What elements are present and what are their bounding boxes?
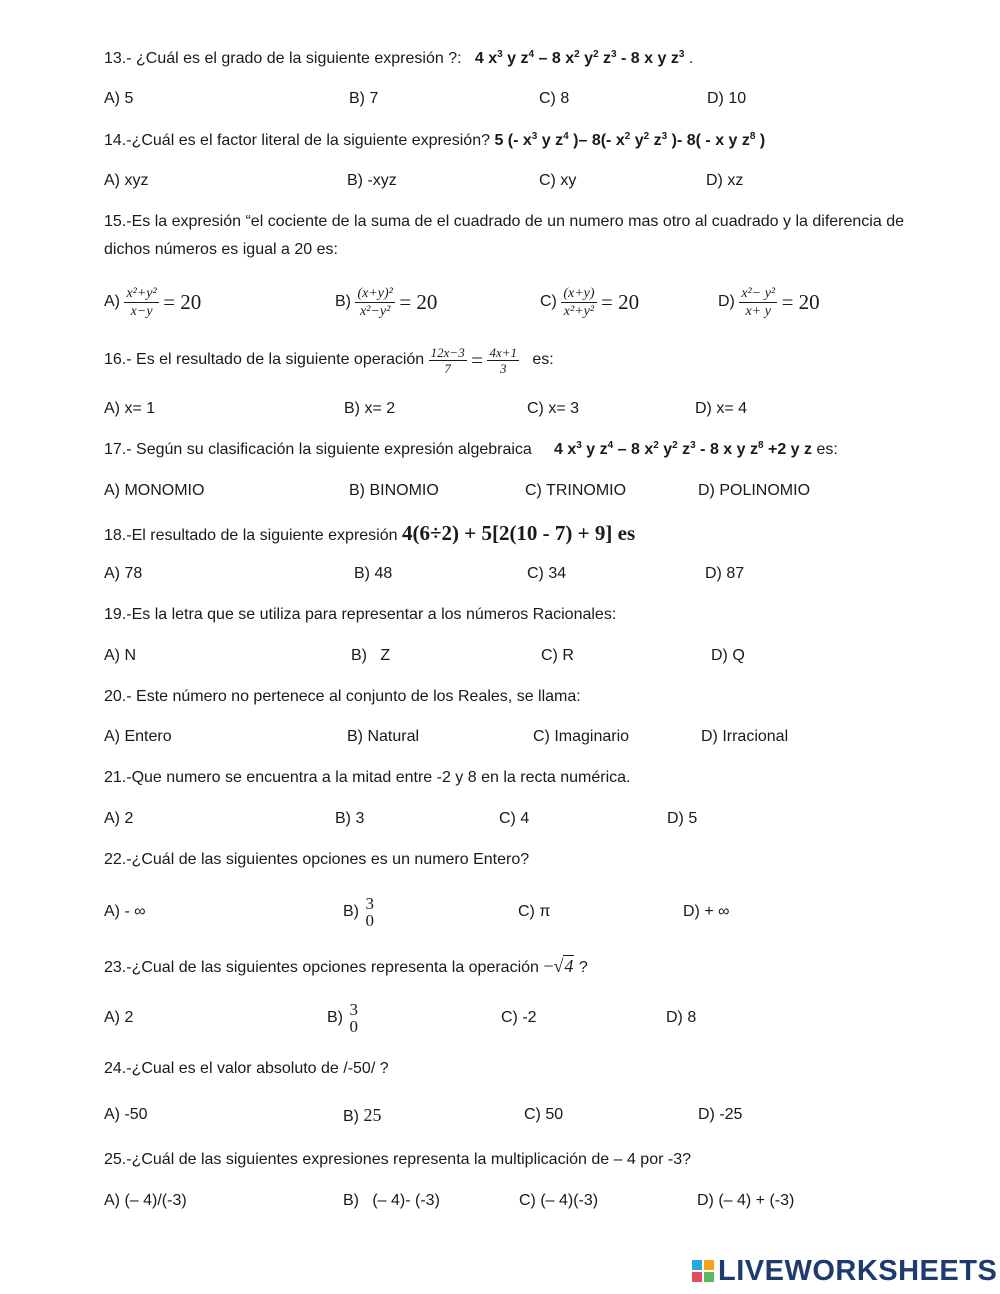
q21-option-c[interactable]: C) 4 bbox=[499, 810, 530, 827]
q24-option-c[interactable]: C) 50 bbox=[524, 1106, 564, 1123]
question-23: 23.-¿Cual de las siguientes opciones representa la operación −√4 ? bbox=[104, 956, 588, 976]
q16-rhs-fraction: $\frac{4x+1}{3}$ bbox=[489, 344, 517, 376]
q19-option-b[interactable]: B) Z bbox=[351, 647, 391, 664]
q15-options bbox=[0, 280, 1000, 324]
q16-option-b[interactable]: B) x= 2 bbox=[344, 400, 396, 417]
q22-option-b[interactable]: B) 3 0 bbox=[343, 893, 374, 930]
q17-expression: 4 $x^3$ y $z^4 - 8$ $x^2$ $y^2$ $z^3 - 8$ x y $z^8 +2$ y z bbox=[554, 440, 813, 458]
q15-a-fraction: $\frac{\text{x²+y²}}{x-y}$ bbox=[126, 285, 157, 319]
q15-d-fraction: $\frac{\text{x²− y²}}{x+ y}$ bbox=[741, 285, 776, 319]
q23-options bbox=[0, 994, 1000, 1042]
q23-option-d[interactable]: D) 8 bbox=[666, 1009, 697, 1026]
q22-option-d[interactable]: D) + ∞ bbox=[683, 903, 730, 920]
q25-options bbox=[0, 1190, 1000, 1214]
q13-options bbox=[0, 88, 1000, 112]
q21-option-a[interactable]: A) 2 bbox=[104, 810, 134, 827]
q22-option-c[interactable]: C) π bbox=[518, 903, 551, 920]
q14-option-a[interactable]: A) xyz bbox=[104, 172, 149, 189]
q19-option-d[interactable]: D) Q bbox=[711, 647, 745, 664]
q24-b-value: 25 bbox=[363, 1105, 382, 1125]
q21-option-b[interactable]: B) 3 bbox=[335, 810, 365, 827]
q14-option-d[interactable]: D) xz bbox=[706, 172, 744, 189]
q13-option-d[interactable]: D) 10 bbox=[707, 90, 747, 107]
liveworksheets-mark-icon bbox=[692, 1260, 714, 1282]
q15-c-fraction: $\frac{(x+y)}{\text{x²+y²}}$ bbox=[563, 285, 595, 319]
logo-text: LIVEWORKSHEETS bbox=[718, 1255, 998, 1287]
q20-option-c[interactable]: C) Imaginario bbox=[533, 728, 630, 745]
q20-option-d[interactable]: D) Irracional bbox=[701, 728, 789, 745]
q23-operation: −√4 bbox=[543, 956, 574, 976]
q15-b-fraction: $\frac{\text{(x+y)²}}{\text{x²−y²}}$ bbox=[357, 285, 393, 319]
q23-option-c[interactable]: C) -2 bbox=[501, 1009, 537, 1026]
question-22: 22.-¿Cuál de las siguientes opciones es un numero Entero? bbox=[104, 851, 530, 868]
q13-option-b[interactable]: B) 7 bbox=[349, 90, 379, 107]
q15-option-c[interactable]: C) $\frac{(x+y)}{\text{x²+y²}}$ = 20 bbox=[540, 285, 640, 319]
q13-option-a[interactable]: A) 5 bbox=[104, 90, 134, 107]
q14-expression: 5 (- $x^3$ y $z^4$ )– 8(- $x^2$ $y^2$ $z^3$ )- 8( - x y $z^8$ ) bbox=[494, 131, 766, 149]
q18-option-b[interactable]: B) 48 bbox=[354, 565, 393, 582]
q18-option-c[interactable]: C) 34 bbox=[527, 565, 567, 582]
q16-options bbox=[0, 398, 1000, 422]
q15-option-a[interactable]: A) $\frac{\text{x²+y²}}{x-y}$ = 20 bbox=[104, 285, 202, 319]
q14-option-b[interactable]: B) -xyz bbox=[347, 172, 397, 189]
q20-option-b[interactable]: B) Natural bbox=[347, 728, 420, 745]
q22-options bbox=[0, 888, 1000, 936]
q24-option-b[interactable]: B) 25 bbox=[343, 1105, 382, 1125]
q21-option-d[interactable]: D) 5 bbox=[667, 810, 698, 827]
q22-option-a[interactable]: A) - ∞ bbox=[104, 903, 146, 920]
q19-option-c[interactable]: C) R bbox=[541, 647, 574, 664]
q23-option-a[interactable]: A) 2 bbox=[104, 1009, 134, 1026]
question-18: 18.-El resultado de la siguiente expresión 4(6÷2) + 5[2(10 - 7) + 9] es bbox=[104, 521, 636, 545]
question-14: 14.-¿Cuál es el factor literal de la siguiente expresión? 5 (- $x^3$ y $z^4$ )– 8(- $x^2$ $y^2$ $z^3$ )- 8( - x y $z^8$ ) bbox=[104, 131, 766, 149]
q19-options bbox=[0, 645, 1000, 669]
q18-expression: 4(6÷2) + 5[2(10 - 7) + 9] es bbox=[401, 521, 636, 545]
q25-option-d[interactable]: D) (– 4) + (-3) bbox=[697, 1192, 795, 1209]
liveworksheets-logo[interactable] bbox=[692, 1254, 998, 1288]
q16-option-d[interactable]: D) x= 4 bbox=[695, 400, 748, 417]
q24-option-a[interactable]: A) -50 bbox=[104, 1106, 148, 1123]
q25-option-a[interactable]: A) (– 4)/(-3) bbox=[104, 1192, 187, 1209]
question-25: 25.-¿Cuál de las siguientes expresiones representa la multiplicación de – 4 por -3? bbox=[104, 1151, 691, 1168]
q24-option-d[interactable]: D) -25 bbox=[698, 1106, 743, 1123]
q16-option-c[interactable]: C) x= 3 bbox=[527, 400, 580, 417]
q14-option-c[interactable]: C) xy bbox=[539, 172, 577, 189]
q23-option-b[interactable]: B) 3 0 bbox=[327, 999, 358, 1036]
q17-option-c[interactable]: C) TRINOMIO bbox=[525, 482, 627, 499]
q18-option-a[interactable]: A) 78 bbox=[104, 565, 143, 582]
q18-options bbox=[0, 563, 1000, 587]
q20-options bbox=[0, 726, 1000, 750]
q16-option-a[interactable]: A) x= 1 bbox=[104, 400, 156, 417]
question-21: 21.-Que numero se encuentra a la mitad entre -2 y 8 en la recta numérica. bbox=[104, 769, 631, 786]
question-19: 19.-Es la letra que se utiliza para representar a los números Racionales: bbox=[104, 606, 617, 623]
q20-option-a[interactable]: A) Entero bbox=[104, 728, 172, 745]
question-20: 20.- Este número no pertenece al conjunto de los Reales, se llama: bbox=[104, 688, 581, 705]
question-24: 24.-¿Cual es el valor absoluto de /-50/ ? bbox=[104, 1060, 389, 1077]
q13-expression: 4 $x^3$ y $z^4 - 8$ $x^2$ $y^2$ $z^3 - 8$ x y $z^3$ bbox=[474, 49, 685, 67]
q25-option-b[interactable]: B) (– 4)- (-3) bbox=[343, 1192, 440, 1209]
q24-options bbox=[0, 1104, 1000, 1128]
q22-b-fraction: 3 0 bbox=[365, 893, 374, 930]
q17-option-a[interactable]: A) MONOMIO bbox=[104, 482, 205, 499]
q23-b-fraction: 3 0 bbox=[349, 999, 358, 1036]
q21-options bbox=[0, 808, 1000, 832]
q17-options bbox=[0, 480, 1000, 504]
question-17: 17.- Según su clasificación la siguiente expresión algebraica 4 $x^3$ y $z^4 - 8$ $x^2$ $y^2$ $z^3 - 8$ x y $z^8 +2$ y z es: bbox=[104, 440, 838, 458]
q15-option-d[interactable]: D) $\frac{\text{x²− y²}}{x+ y}$ = 20 bbox=[718, 285, 820, 319]
q17-option-d[interactable]: D) POLINOMIO bbox=[698, 482, 811, 499]
q19-option-a[interactable]: A) N bbox=[104, 647, 136, 664]
question-15: 15.-Es la expresión “el cociente de la suma de el cuadrado de un numero mas otro al cuadrado y la diferencia de dichos números es igual a 20 es: bbox=[104, 213, 904, 258]
q17-option-b[interactable]: B) BINOMIO bbox=[349, 482, 439, 499]
q15-option-b[interactable]: B) $\frac{\text{(x+y)²}}{\text{x²−y²}}$ = 20 bbox=[335, 285, 438, 319]
question-13: 13.- ¿Cuál es el grado de la siguiente expresión ?: 4 $x^3$ y $z^4 - 8$ $x^2$ $y^2$ $z^3 - 8$ x y $z^3$ . bbox=[104, 49, 694, 67]
question-16: 16.- Es el resultado de la siguiente operación $\frac{12x-3}{7}$ = $\frac{4x+1}{3}$ es: bbox=[104, 344, 554, 376]
q25-option-c[interactable]: C) (– 4)(-3) bbox=[519, 1192, 599, 1209]
q18-option-d[interactable]: D) 87 bbox=[705, 565, 745, 582]
q14-options bbox=[0, 170, 1000, 194]
q16-lhs-fraction: $\frac{12x-3}{7}$ bbox=[430, 344, 465, 376]
q13-option-c[interactable]: C) 8 bbox=[539, 90, 570, 107]
